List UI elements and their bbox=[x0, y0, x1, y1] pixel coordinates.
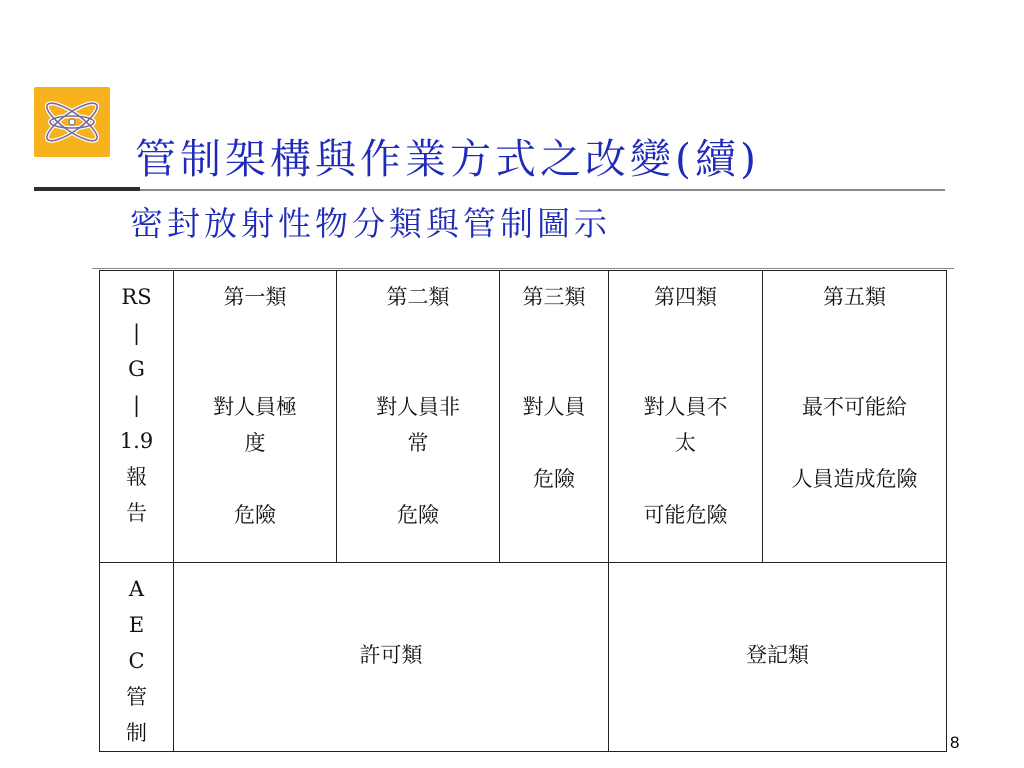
table-top-rule bbox=[92, 268, 954, 269]
category-cell-1 bbox=[174, 271, 337, 563]
category-risk: 危險 bbox=[234, 503, 276, 527]
page-number: 8 bbox=[950, 733, 960, 752]
row-label-aec bbox=[100, 563, 174, 752]
title-underline-thick bbox=[34, 187, 140, 191]
category-cell-3 bbox=[500, 271, 609, 563]
row-label-rsg-char: | bbox=[132, 393, 141, 417]
licensed-label: 許可類 bbox=[359, 643, 423, 667]
category-cell-5 bbox=[763, 271, 947, 563]
category-risk: 人員造成危險 bbox=[791, 467, 918, 491]
classification-table bbox=[99, 270, 947, 752]
row-label-rsg bbox=[100, 271, 174, 563]
category-risk: 可能危險 bbox=[643, 503, 728, 527]
category-heading: 第五類 bbox=[823, 285, 886, 309]
row-label-rsg-char: | bbox=[132, 321, 141, 345]
row-label-rsg-char: G bbox=[128, 357, 145, 381]
atom-logo-icon bbox=[34, 87, 110, 157]
category-desc-line: 度 bbox=[244, 431, 266, 455]
title-underline bbox=[140, 189, 945, 191]
row-label-rsg-char: 報 bbox=[126, 465, 147, 489]
category-desc-line: 對人員極 bbox=[213, 395, 297, 419]
row-label-aec-char: A bbox=[128, 577, 145, 601]
category-desc-line: 對人員非 bbox=[376, 395, 460, 419]
category-desc-line: 對人員不 bbox=[643, 395, 728, 419]
row-label-aec-char: 管 bbox=[126, 685, 147, 709]
row-label-aec-char: C bbox=[128, 649, 145, 673]
row-label-rsg-char: 1.9 bbox=[119, 429, 154, 453]
category-desc-line: 太 bbox=[675, 431, 696, 455]
row-label-aec-char: 制 bbox=[126, 721, 147, 745]
category-heading: 第二類 bbox=[386, 285, 450, 309]
slide-title: 管制架構與作業方式之改變(續) bbox=[135, 135, 760, 183]
category-heading: 第三類 bbox=[522, 285, 586, 309]
category-cell-2 bbox=[337, 271, 500, 563]
category-risk: 危險 bbox=[533, 467, 575, 491]
table-row-rsg bbox=[100, 271, 947, 563]
row-label-aec-char: E bbox=[128, 613, 145, 637]
category-heading: 第四類 bbox=[654, 285, 717, 309]
row-label-rsg-char: RS bbox=[121, 285, 152, 309]
slide-subtitle: 密封放射性物分類與管制圖示 bbox=[130, 204, 611, 243]
category-desc-line: 對人員 bbox=[522, 395, 586, 419]
registered-category-cell bbox=[609, 563, 947, 752]
category-heading: 第一類 bbox=[223, 285, 287, 309]
row-label-rsg-char: 告 bbox=[126, 501, 147, 525]
category-desc-line: 最不可能給 bbox=[802, 395, 907, 419]
table-row-aec bbox=[100, 563, 947, 752]
category-risk: 危險 bbox=[397, 503, 439, 527]
licensed-category-cell bbox=[174, 563, 609, 752]
category-desc-line: 常 bbox=[407, 431, 429, 455]
category-cell-4 bbox=[609, 271, 763, 563]
registered-label: 登記類 bbox=[746, 643, 809, 667]
